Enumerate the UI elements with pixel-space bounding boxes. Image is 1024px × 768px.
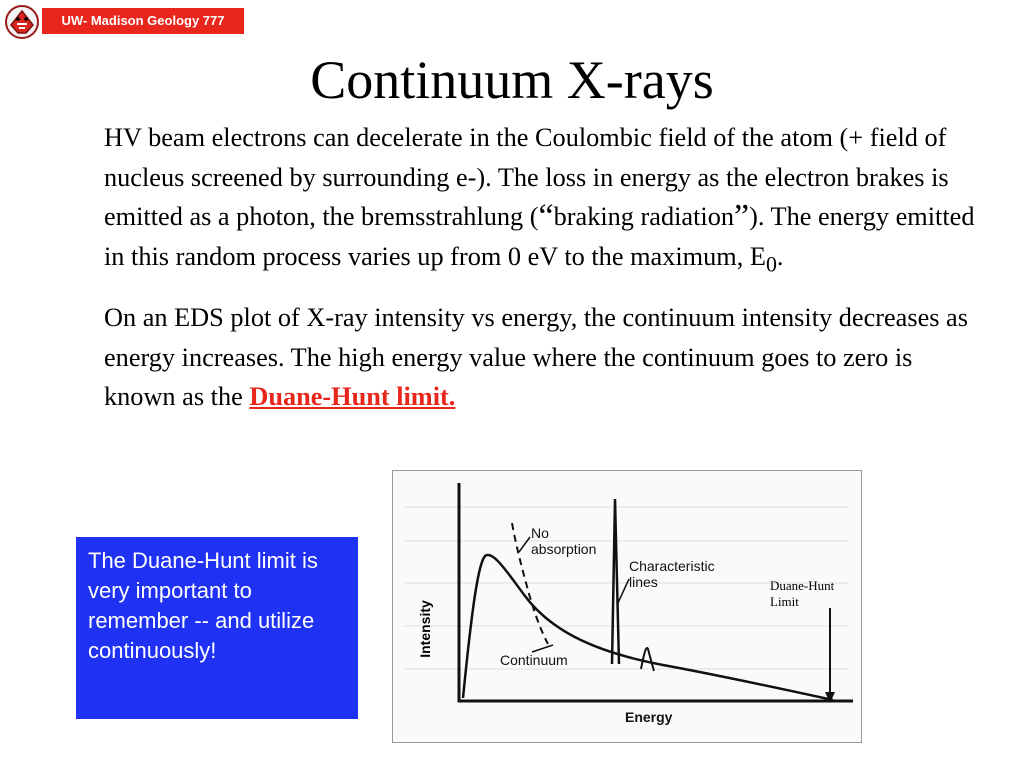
label-line: lines: [629, 574, 658, 590]
no-absorption-label: [531, 525, 596, 557]
duane-hunt-callout: The Duane-Hunt limit is very important to remember -- and utilize continuously!: [76, 537, 358, 719]
course-badge: UW- Madison Geology 777: [42, 8, 244, 34]
close-quote: ”: [734, 198, 750, 235]
characteristic-peak-small: [641, 648, 654, 671]
label-line: No: [531, 525, 549, 541]
spectrum-figure: [392, 470, 862, 743]
no-absorption-pointer: [519, 537, 530, 552]
label-line: absorption: [531, 541, 597, 557]
duane-hunt-link[interactable]: Duane-Hunt limit.: [249, 382, 456, 412]
x-axis-label: Energy: [625, 709, 673, 725]
label-line: Duane-Hunt: [770, 578, 835, 593]
page-title: Continuum X-rays: [310, 50, 714, 110]
open-quote: “: [538, 198, 554, 235]
duane-hunt-label: [770, 578, 834, 610]
y-axis-label: Intensity: [417, 600, 433, 658]
paragraph-duane-hunt: [104, 298, 984, 417]
body-text: [104, 118, 984, 417]
characteristic-peak-large: [612, 499, 619, 664]
quoted-term: braking radiation: [553, 202, 734, 231]
continuum-label: Continuum: [500, 652, 568, 668]
paragraph-text-continued: ). The energy emitted in this random process varies up from 0 eV to the maximum, E: [104, 202, 975, 271]
continuum-pointer: [532, 645, 553, 652]
label-line: Limit: [770, 594, 799, 609]
paragraph-text: HV beam electrons can decelerate in the Coulombic field of the atom (+ field of nucleus screened by surrounding e-). The loss in energy as the electron brakes is emitted as a photon, the bremsstrahlung (: [104, 123, 949, 231]
subscript-zero: 0: [765, 250, 777, 276]
characteristic-lines-label: [629, 558, 715, 590]
sentence-end: .: [776, 241, 784, 271]
paragraph-bremsstrahlung: [104, 118, 984, 283]
paragraph-text: On an EDS plot of X-ray intensity vs energy, the continuum intensity decreases as energy increases. The high energy value where the continuum goes to zero is known as the: [104, 303, 968, 412]
label-line: Characteristic: [629, 558, 715, 574]
badger-logo-icon: [2, 2, 42, 42]
